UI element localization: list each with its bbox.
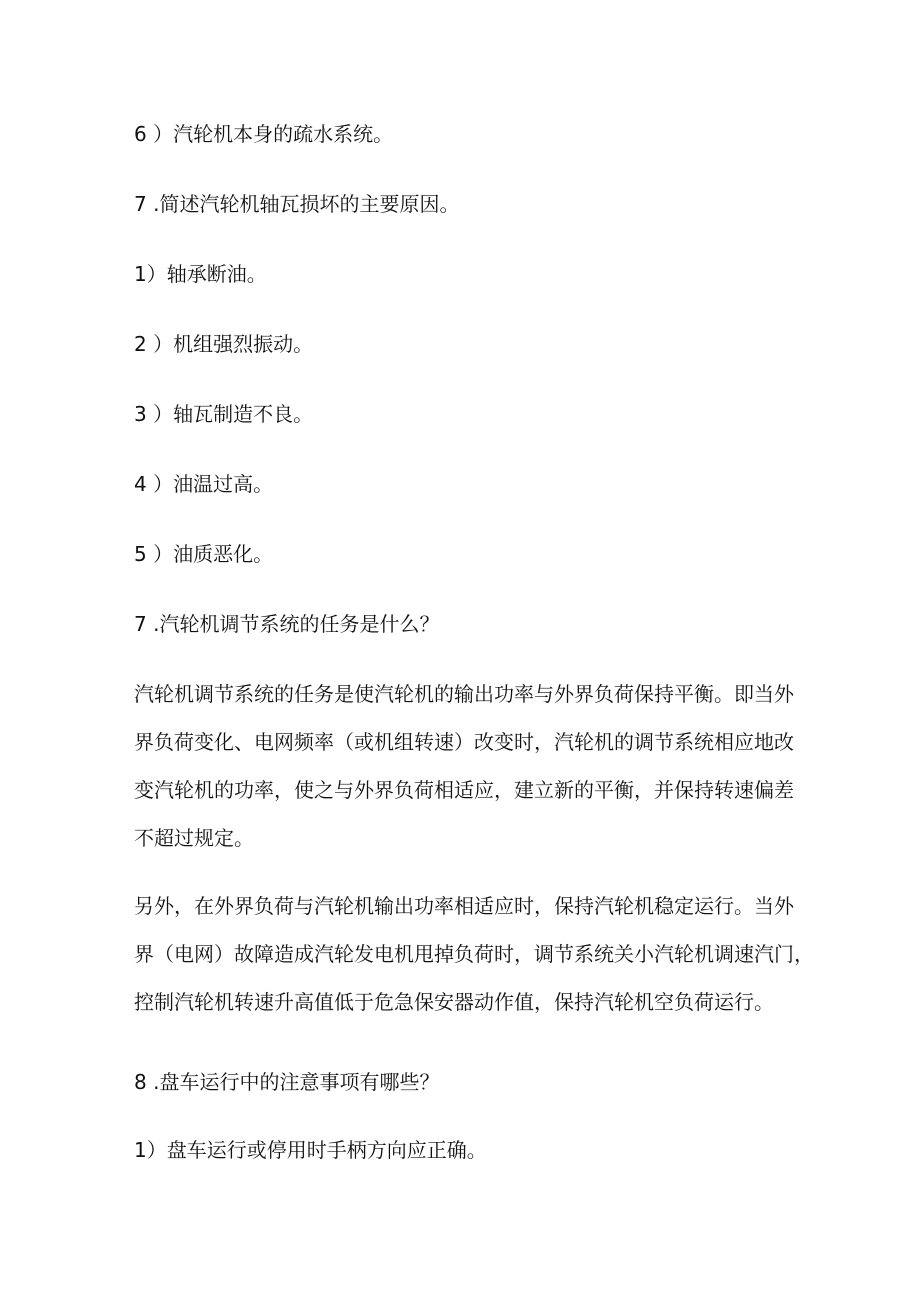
paragraph-line: 另外，在外界负荷与汽轮机输出功率相适应时，保持汽轮机稳定运行。当外 (134, 894, 794, 918)
paragraph-line: 汽轮机调节系统的任务是使汽轮机的输出功率与外界负荷保持平衡。即当外 (134, 682, 794, 706)
cause-oil-temp: 4 ）油温过高。 (134, 472, 274, 496)
cause-bad-manufacture: 3 ）轴瓦制造不良。 (134, 402, 314, 426)
item-drain-system: 6 ）汽轮机本身的疏水系统。 (134, 122, 394, 146)
paragraph-line: 控制汽轮机转速升高值低于危急保安器动作值，保持汽轮机空负荷运行。 (134, 990, 774, 1014)
paragraph-line: 不超过规定。 (134, 826, 254, 850)
paragraph-line: 变汽轮机的功率，使之与外界负荷相适应，建立新的平衡，并保持转速偏差 (134, 778, 794, 802)
paragraph-line: 界（电网）故障造成汽轮发电机甩掉负荷时，调节系统关小汽轮机调速汽门， (134, 942, 814, 966)
paragraph-governing-task (134, 670, 794, 862)
question-turning-gear: 8 .盘车运行中的注意事项有哪些？ (134, 1070, 440, 1094)
cause-oil-cutoff: 1）轴承断油。 (134, 262, 267, 286)
paragraph-line: 界负荷变化、电网频率（或机组转速）改变时，汽轮机的调节系统相应地改 (134, 730, 794, 754)
question-bearing-damage: 7 .简述汽轮机轴瓦损坏的主要原因。 (134, 192, 460, 216)
turning-gear-note-1: 1）盘车运行或停用时手柄方向应正确。 (134, 1138, 487, 1162)
cause-vibration: 2 ）机组强烈振动。 (134, 332, 314, 356)
paragraph-load-rejection (134, 882, 814, 1026)
cause-oil-quality: 5 ）油质恶化。 (134, 542, 274, 566)
question-governing-task: 7 .汽轮机调节系统的任务是什么？ (134, 612, 440, 636)
